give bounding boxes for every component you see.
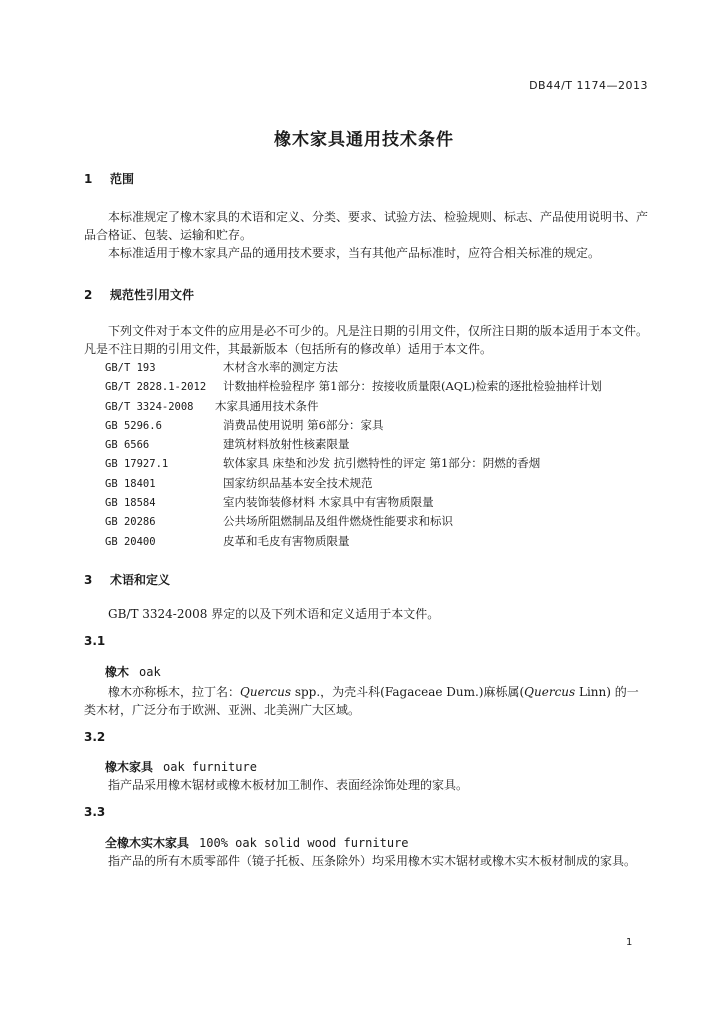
- term-heading: [105, 834, 409, 851]
- reference-item: GB/T 2828.1-2012 计数抽样检验程序 第1部分：按接收质量限(AQL)检索的逐批检验抽样计划: [105, 379, 602, 394]
- clause-number: 3.3: [84, 805, 106, 819]
- reference-item: GB/T 3324-2008 木家具通用技术条件: [105, 398, 319, 413]
- section-1-paragraph-2: 本标准适用于橡木家具产品的通用技术要求，当有其他产品标准时，应符合相关标准的规定。: [108, 246, 601, 260]
- term-definition: 指产品的所有木质零部件（镜子托板、压条除外）均采用橡木实木锯材或橡木实木板材制成的家具。: [108, 854, 637, 868]
- section-1-paragraph-1: 本标准规定了橡木家具的术语和定义、分类、要求、试验方法、检验规则、标志、产品使用说明书、产品合格证、包装、运输和贮存。: [84, 210, 649, 242]
- clause-number: 3.2: [84, 730, 106, 744]
- reference-item: GB 5296.6 消费品使用说明 第6部分：家具: [105, 417, 384, 432]
- term-heading: [105, 758, 257, 775]
- term-en: 100% oak solid wood furniture: [199, 836, 409, 850]
- term-zh: 橡木家具: [105, 760, 154, 774]
- reference-item: GB 18584 室内装饰装修材料 木家具中有害物质限量: [105, 495, 434, 510]
- term-definition: 橡木亦称栎木，拉丁名：Quercus spp.，为壳斗科(Fagaceae Dum.)麻栎属(Quercus Linn) 的一类木材，广泛分布于欧洲、亚洲、北美洲广大区域。: [84, 685, 639, 717]
- section-1-heading: [84, 170, 134, 187]
- reference-item: GB 20400 皮革和毛皮有害物质限量: [105, 533, 350, 548]
- clause-number: 3.1: [84, 634, 106, 648]
- section-number: 2: [84, 288, 93, 302]
- reference-item: GB 6566 建筑材料放射性核素限量: [105, 437, 350, 452]
- reference-item: GB 17927.1 软体家具 床垫和沙发 抗引燃特性的评定 第1部分：阴燃的香烟: [105, 456, 541, 471]
- standard-code: DB44/T 1174—2013: [529, 79, 648, 92]
- section-3-heading: [84, 571, 170, 588]
- reference-item: GB 20286 公共场所阻燃制品及组件燃烧性能要求和标识: [105, 514, 453, 529]
- section-number: 3: [84, 573, 93, 587]
- section-3-intro: GB/T 3324-2008 界定的以及下列术语和定义适用于本文件。: [108, 607, 440, 621]
- normative-reference-list: [105, 358, 602, 551]
- page-number: 1: [626, 937, 633, 948]
- term-zh: 全橡木实木家具: [105, 836, 190, 850]
- term-en: oak furniture: [163, 760, 257, 774]
- term-heading: [105, 663, 161, 680]
- reference-item: GB/T 193 木材含水率的测定方法: [105, 360, 338, 374]
- term-zh: 橡木: [105, 665, 130, 679]
- section-2-heading: [84, 286, 194, 303]
- document-title: 橡木家具通用技术条件: [274, 130, 454, 150]
- term-definition: 指产品采用橡木锯材或橡木板材加工制作、表面经涂饰处理的家具。: [108, 778, 469, 792]
- section-title: 规范性引用文件: [110, 288, 195, 302]
- term-en: oak: [139, 665, 161, 679]
- section-title: 范围: [110, 172, 135, 186]
- section-number: 1: [84, 172, 93, 186]
- reference-item: GB 18401 国家纺织品基本安全技术规范: [105, 475, 373, 490]
- section-2-intro: 下列文件对于本文件的应用是必不可少的。凡是注日期的引用文件，仅所注日期的版本适用于本文件。凡是不注日期的引用文件，其最新版本（包括所有的修改单）适用于本文件。: [84, 324, 649, 356]
- section-title: 术语和定义: [110, 573, 171, 587]
